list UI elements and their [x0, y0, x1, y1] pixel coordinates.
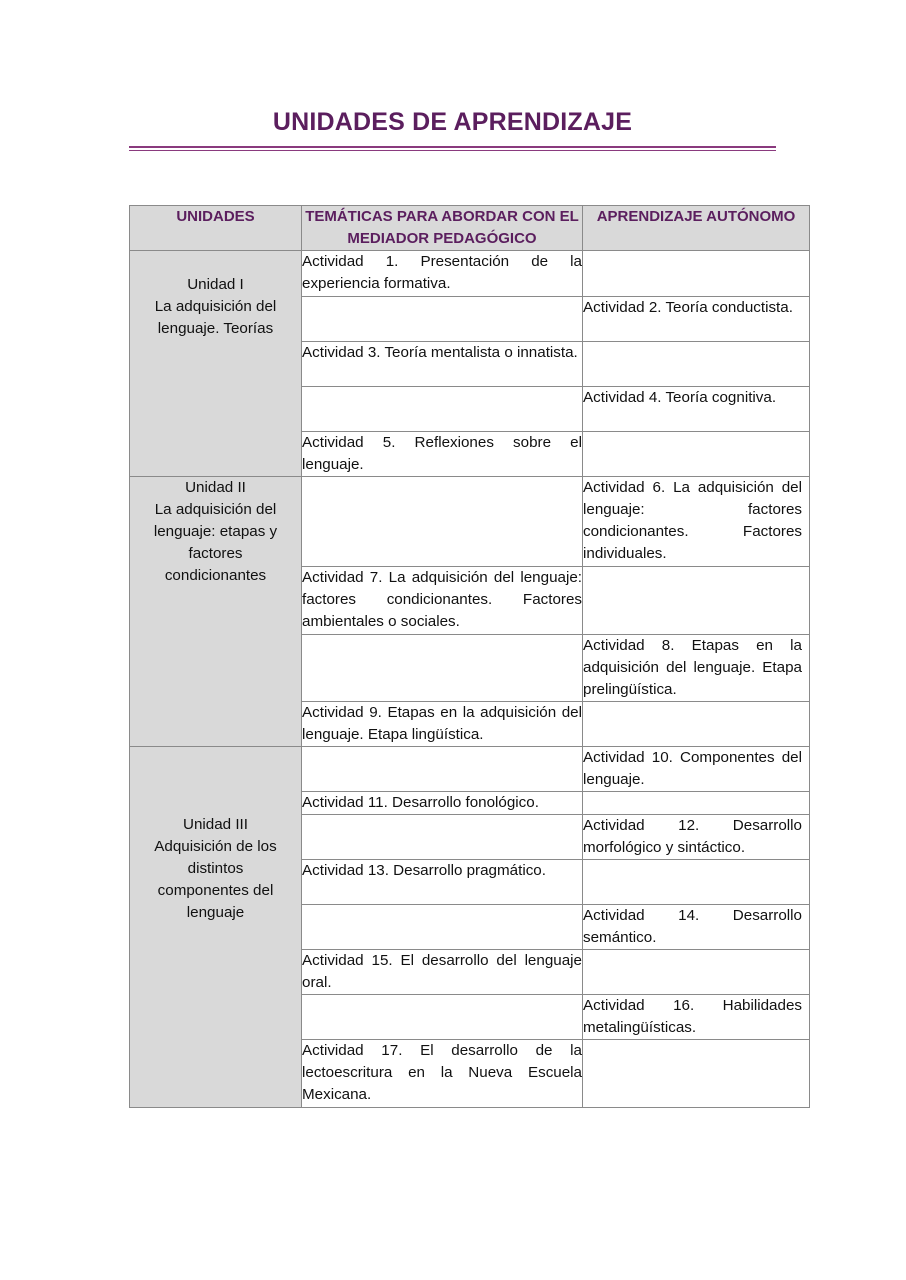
unit-description-line: La adquisición del — [154, 501, 277, 518]
autonomous-cell-empty — [583, 792, 810, 815]
autonomous-cell: Actividad 12. Desarrollo morfológico y sintáctico. — [583, 815, 810, 860]
header-autonomous: APRENDIZAJE AUTÓNOMO — [583, 206, 810, 251]
unit-cell-3 — [130, 747, 302, 1108]
autonomous-cell: Actividad 6. La adquisición del lenguaje: factores condicionantes. Factores individuales. — [583, 477, 810, 567]
table-row — [130, 477, 810, 567]
unit-description-line: condicionantes — [164, 567, 267, 584]
title-underline — [129, 146, 776, 148]
topic-cell-empty — [302, 387, 583, 432]
unit-description-line: lenguaje. Teorías — [157, 320, 274, 337]
table-row — [130, 251, 810, 297]
topic-cell-empty — [302, 995, 583, 1040]
topic-cell: Actividad 5. Reflexiones sobre el lenguaje. — [302, 432, 583, 477]
unit-cell-2 — [130, 477, 302, 747]
topic-cell: Actividad 3. Teoría mentalista o innatista. — [302, 342, 583, 387]
topic-cell: Actividad 1. Presentación de la experiencia formativa. — [302, 251, 583, 297]
autonomous-cell-empty — [583, 342, 810, 387]
topic-cell-empty — [302, 905, 583, 950]
topic-cell: Actividad 13. Desarrollo pragmático. — [302, 860, 583, 905]
autonomous-cell: Actividad 8. Etapas en la adquisición del lenguaje. Etapa prelingüística. — [583, 635, 810, 702]
topic-cell-empty — [302, 815, 583, 860]
header-units: UNIDADES — [130, 206, 302, 251]
unit-name: Unidad III — [182, 816, 248, 833]
page-title: UNIDADES DE APRENDIZAJE — [272, 108, 633, 136]
autonomous-cell: Actividad 16. Habilidades metalingüísticas. — [583, 995, 810, 1040]
topic-cell-empty — [302, 635, 583, 702]
unit-description-line: factores — [188, 545, 243, 562]
unit-description-line: lenguaje — [186, 904, 245, 921]
topic-cell: Actividad 15. El desarrollo del lenguaje oral. — [302, 950, 583, 995]
topic-cell: Actividad 11. Desarrollo fonológico. — [302, 792, 583, 815]
autonomous-cell: Actividad 2. Teoría conductista. — [583, 297, 810, 342]
learning-units-table — [129, 205, 810, 1108]
topic-cell: Actividad 9. Etapas en la adquisición del lenguaje. Etapa lingüística. — [302, 702, 583, 747]
autonomous-cell: Actividad 4. Teoría cognitiva. — [583, 387, 810, 432]
unit-cell-1 — [130, 251, 302, 477]
topic-cell-empty — [302, 747, 583, 792]
autonomous-cell: Actividad 14. Desarrollo semántico. — [583, 905, 810, 950]
unit-description-line: distintos — [187, 860, 244, 877]
topic-cell-empty — [302, 477, 583, 567]
autonomous-cell-empty — [583, 702, 810, 747]
autonomous-cell: Actividad 10. Componentes del lenguaje. — [583, 747, 810, 792]
unit-description-line: La adquisición del — [154, 298, 277, 315]
autonomous-cell-empty — [583, 567, 810, 635]
unit-description-line: componentes del — [157, 882, 274, 899]
topic-cell: Actividad 7. La adquisición del lenguaje: factores condicionantes. Factores ambientales o sociales. — [302, 567, 583, 635]
title-underline-thin — [129, 150, 776, 151]
autonomous-cell-empty — [583, 432, 810, 477]
topic-cell-empty — [302, 297, 583, 342]
header-topics: TEMÁTICAS PARA ABORDAR CON EL MEDIADOR PEDAGÓGICO — [302, 206, 583, 251]
unit-name: Unidad II — [185, 479, 246, 496]
table-header-row — [130, 206, 810, 251]
topic-cell: Actividad 17. El desarrollo de la lectoescritura en la Nueva Escuela Mexicana. — [302, 1040, 583, 1108]
autonomous-cell-empty — [583, 860, 810, 905]
unit-name: Unidad I — [187, 276, 244, 293]
autonomous-cell-empty — [583, 251, 810, 297]
autonomous-cell-empty — [583, 1040, 810, 1108]
unit-description-line: lenguaje: etapas y — [153, 523, 278, 540]
unit-description-line: Adquisición de los — [154, 838, 277, 855]
autonomous-cell-empty — [583, 950, 810, 995]
table-row — [130, 747, 810, 792]
